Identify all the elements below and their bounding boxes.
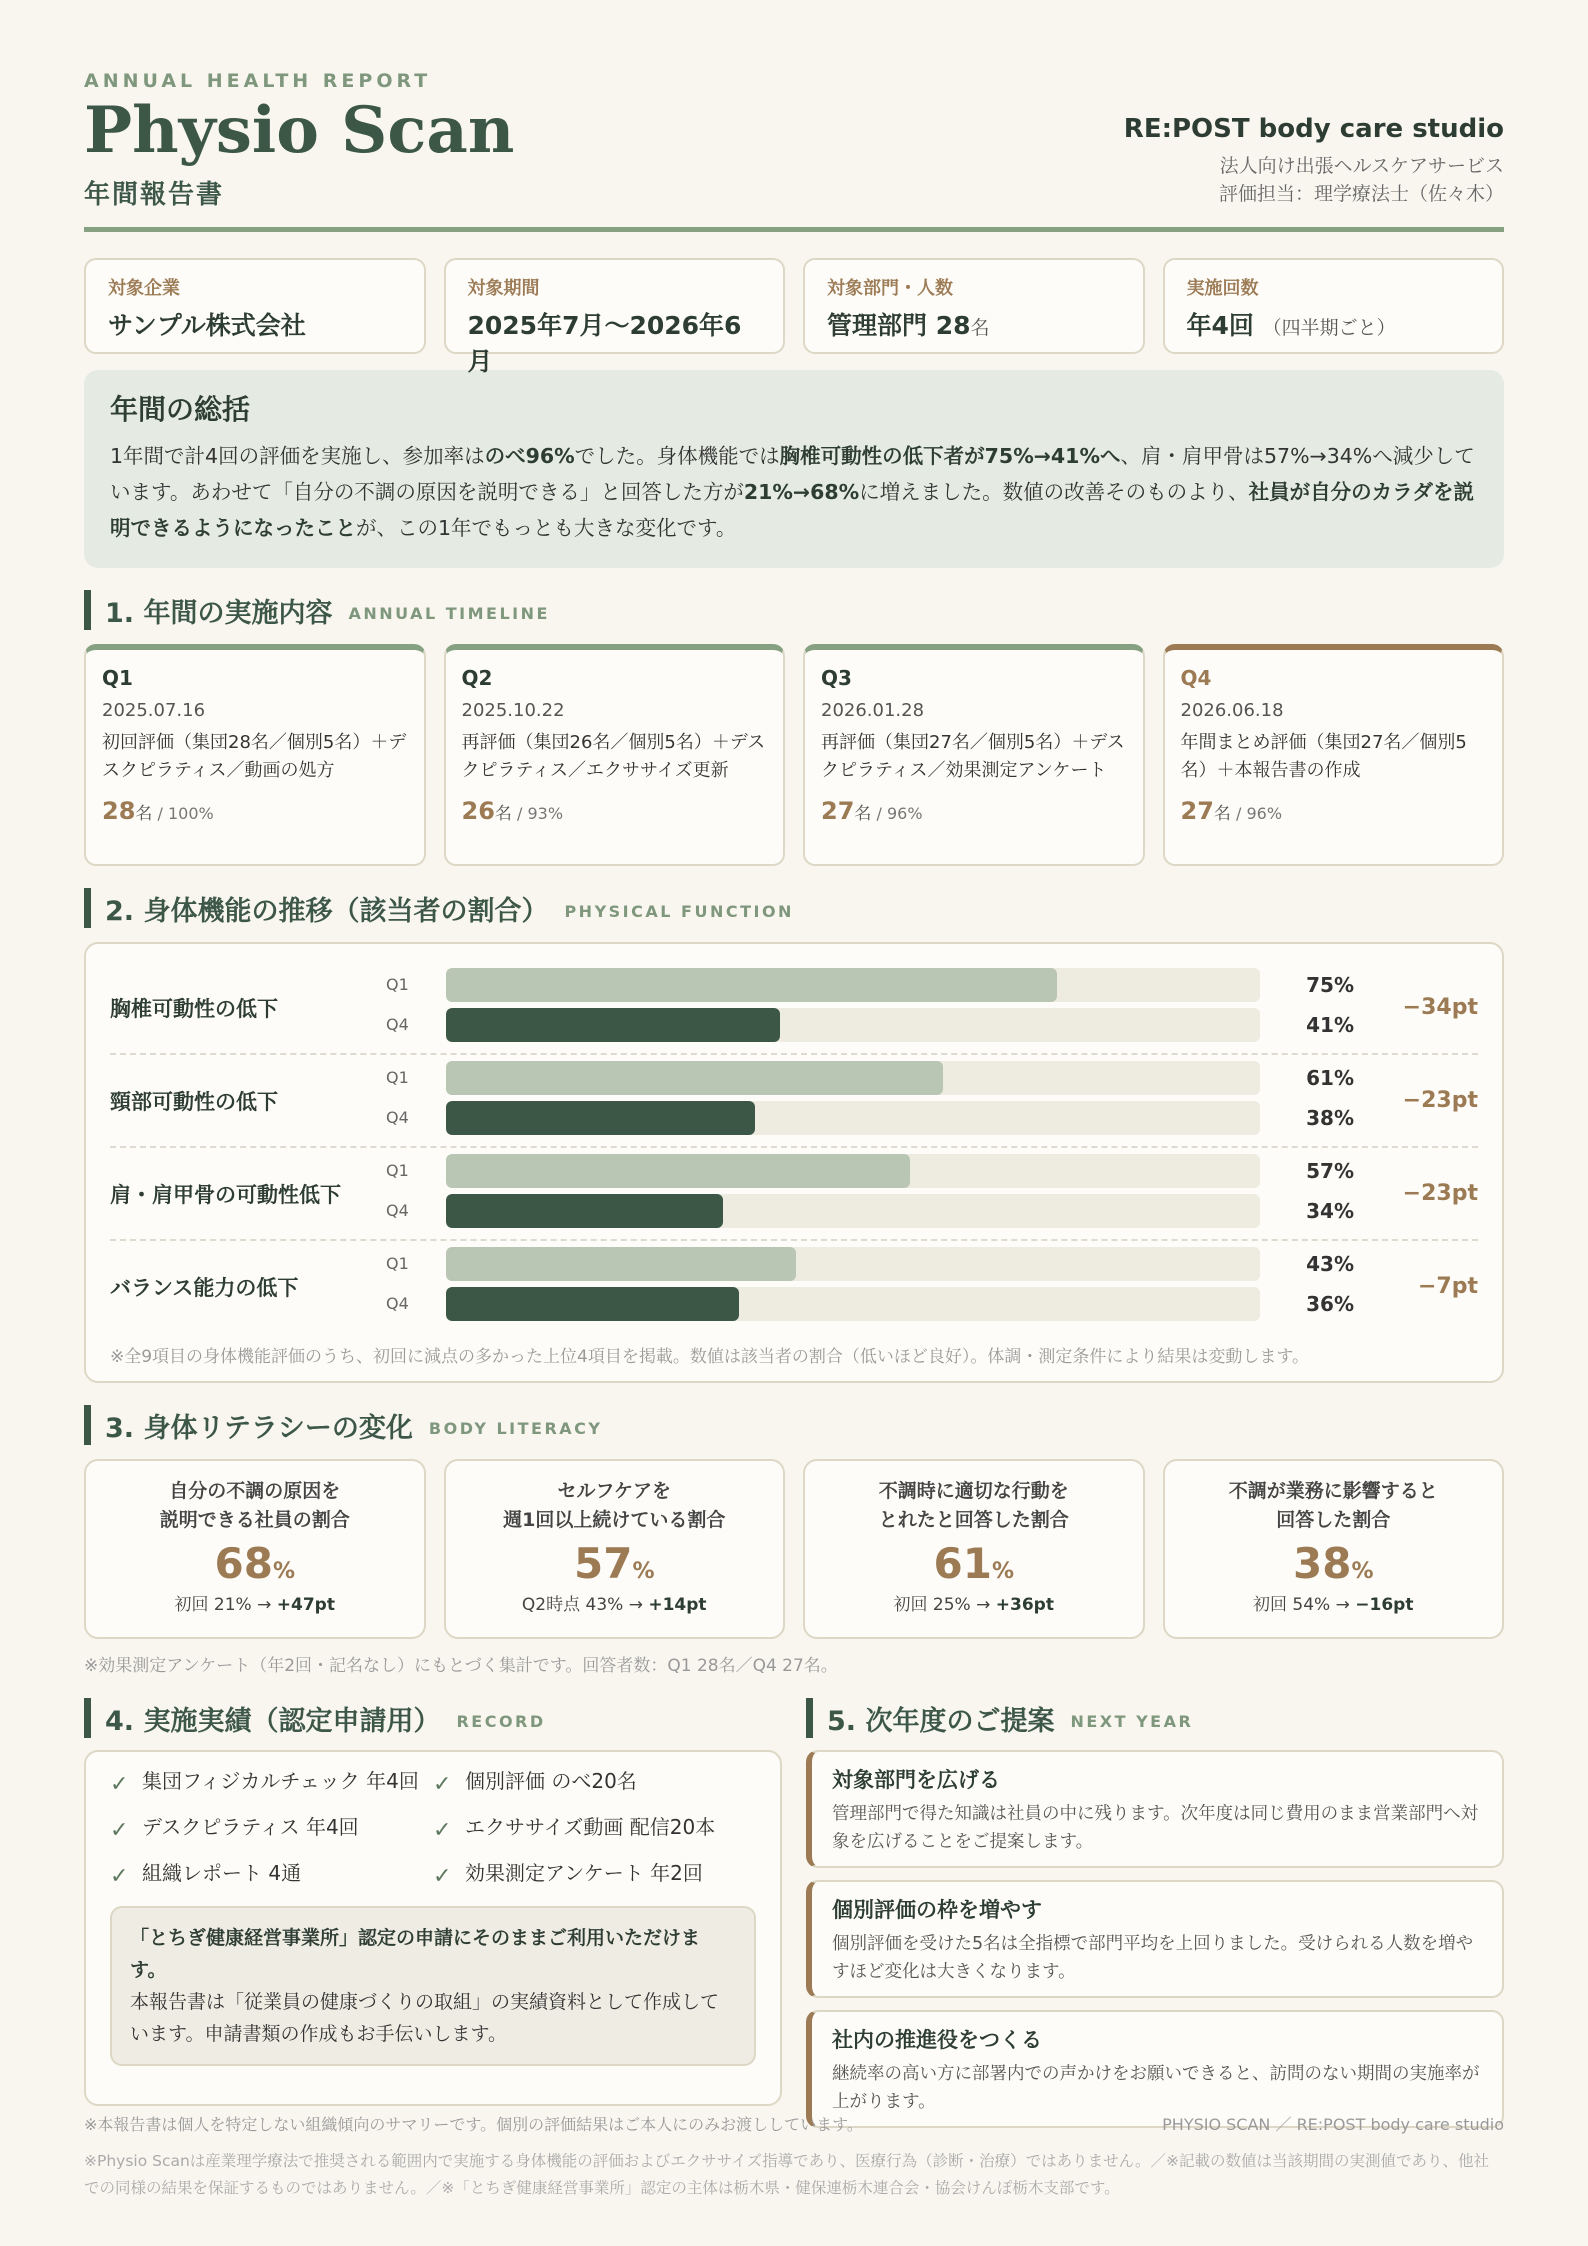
footer-brand: PHYSIO SCAN ／ RE:POST body care studio <box>1162 2115 1504 2134</box>
literacy-change: 初回 25% → +36pt <box>893 1595 1054 1615</box>
timeline-date: 2026.01.28 <box>821 700 925 721</box>
data-label: 34% <box>1306 1199 1354 1223</box>
literacy-change: 初回 21% → +47pt <box>174 1595 335 1615</box>
series-label: Q4 <box>386 1108 409 1127</box>
record-item: ✓ デスクピラティス 年4回 <box>110 1812 433 1846</box>
bar-track <box>446 1061 1260 1095</box>
info-value: 年4回 （四半期ごと） <box>1186 311 1396 340</box>
check-icon: ✓ <box>110 1772 129 1797</box>
check-icon: ✓ <box>110 1818 129 1843</box>
annual-timeline <box>84 644 1504 866</box>
section-heading-record: 4. 実施実績（認定申請用） RECORD <box>84 1698 782 1738</box>
series-label: Q1 <box>386 1254 409 1273</box>
record-item: ✓ 組織レポート 4通 <box>110 1858 433 1892</box>
literacy-title: 不調が業務に影響すると 回答した割合 <box>1228 1480 1438 1531</box>
timeline-participants: 27名 / 96% <box>1180 797 1283 825</box>
info-card-period <box>444 258 786 376</box>
proposal-column <box>806 1676 1504 2128</box>
proposal-title: 対象部門を広げる <box>832 1768 1000 1792</box>
section-heading-timeline: 1. 年間の実施内容 ANNUAL TIMELINE <box>84 590 1504 630</box>
series-line <box>110 1101 1478 1135</box>
bar <box>446 1008 780 1042</box>
bar <box>446 968 1057 1002</box>
info-cards <box>84 258 1504 376</box>
info-label: 対象部門・人数 <box>827 278 953 299</box>
series-label: Q4 <box>386 1201 409 1220</box>
header-eyebrow: ANNUAL HEALTH REPORT <box>84 70 432 92</box>
proposal-card <box>806 1750 1504 1868</box>
chart-note: ※全9項目の身体機能評価のうち、初回に減点の多かった上位4項目を掲載。数値は該当者の割合（低いほど良好）。体調・測定条件により結果は変動します。 <box>110 1347 1310 1367</box>
info-card-frequency <box>1163 258 1505 354</box>
footer-disclaimer: ※Physio Scanは産業理学療法で推奨される範囲内で実施する身体機能の評価およびエクササイズ指導であり、医療行為（診断・治療）ではありません。／※記載の数値は当該期間の実測値であり、他社での同様の結果を保証するものではありません。／※「とちぎ健康経営事業所」認定の主体は栃木県・健保連栃木連合会・協会けんぽ栃木支部です。 <box>84 2152 1489 2197</box>
record-item: ✓ 集団フィジカルチェック 年4回 <box>110 1766 433 1800</box>
series-label: Q4 <box>386 1015 409 1034</box>
bottom-columns <box>84 1676 1504 2122</box>
record-list <box>110 1766 756 1904</box>
category-label: 頸部可動性の低下 <box>110 1089 278 1114</box>
bar <box>446 1287 739 1321</box>
document-type: 年間報告書 <box>84 180 225 210</box>
series-label: Q1 <box>386 975 409 994</box>
report-page <box>84 70 1504 2122</box>
record-item: ✓ 個別評価 のべ20名 <box>433 1766 756 1800</box>
bar-track <box>446 1247 1260 1281</box>
timeline-card-q3 <box>803 644 1145 866</box>
data-label: 41% <box>1306 1013 1354 1037</box>
summary-title: 年間の総括 <box>110 393 251 426</box>
series-line <box>110 1061 1478 1095</box>
category-label: 肩・肩甲骨の可動性低下 <box>110 1182 341 1207</box>
bar-track <box>446 968 1260 1002</box>
record-box <box>84 1750 782 2106</box>
chart-row <box>110 962 1478 1055</box>
change-label: −34pt <box>1402 995 1478 1020</box>
literacy-note: ※効果測定アンケート（年2回・記名なし）にもとづく集計です。回答者数：Q1 28名／Q4 27名。 <box>84 1656 838 1676</box>
data-label: 57% <box>1306 1159 1354 1183</box>
record-item: ✓ 効果測定アンケート 年2回 <box>433 1858 756 1892</box>
timeline-card-q2 <box>444 644 786 866</box>
report-title: Physio Scan <box>84 93 515 168</box>
check-icon: ✓ <box>433 1864 452 1889</box>
timeline-description: 再評価（集団27名／個別5名）＋デスクピラティス／効果測定アンケート <box>821 732 1125 781</box>
info-value: 管理部門 28名 <box>827 311 990 340</box>
category-label: 胸椎可動性の低下 <box>110 996 278 1021</box>
timeline-card-q4 <box>1163 644 1505 866</box>
info-card-department <box>803 258 1145 354</box>
timeline-date: 2025.07.16 <box>102 700 206 721</box>
change-label: −23pt <box>1402 1181 1478 1206</box>
literacy-card <box>1163 1459 1505 1639</box>
chart-rows <box>110 962 1478 1334</box>
data-label: 61% <box>1306 1066 1354 1090</box>
literacy-value: 38% <box>1293 1539 1374 1588</box>
timeline-date: 2025.10.22 <box>461 700 565 721</box>
timeline-quarter: Q3 <box>821 666 852 690</box>
literacy-value: 68% <box>214 1539 295 1588</box>
series-line <box>110 968 1478 1002</box>
category-label: バランス能力の低下 <box>110 1275 299 1300</box>
proposal-title: 社内の推進役をつくる <box>832 2028 1042 2052</box>
series-line <box>110 1194 1478 1228</box>
literacy-card <box>84 1459 426 1639</box>
info-label: 実施回数 <box>1186 278 1259 299</box>
studio-evaluator: 評価担当：理学療法士（佐々木） <box>1218 183 1504 205</box>
literacy-card <box>444 1459 786 1639</box>
series-line <box>110 1008 1478 1042</box>
literacy-value: 61% <box>933 1539 1014 1588</box>
timeline-quarter: Q1 <box>102 666 133 690</box>
record-item: ✓ エクササイズ動画 配信20本 <box>433 1812 756 1846</box>
proposal-text: 管理部門で得た知識は社員の中に残ります。次年度は同じ費用のまま営業部門へ対象を広げることをご提案します。 <box>832 1804 1479 1852</box>
series-line <box>110 1287 1478 1321</box>
proposal-text: 個別評価を受けた5名は全指標で部門平均を上回りました。受けられる人数を増やすほど変化は大きくなります。 <box>832 1934 1474 1982</box>
record-column <box>84 1676 782 2106</box>
timeline-participants: 27名 / 96% <box>821 797 923 825</box>
timeline-date: 2026.06.18 <box>1180 700 1284 721</box>
literacy-title: 自分の不調の原因を 説明できる社員の割合 <box>159 1480 350 1531</box>
check-icon: ✓ <box>433 1772 452 1797</box>
literacy-title: 不調時に適切な行動を とれたと回答した割合 <box>878 1480 1069 1531</box>
literacy-title: セルフケアを 週1回以上続けている割合 <box>503 1480 726 1531</box>
certification-callout <box>110 1906 756 2066</box>
bar <box>446 1061 943 1095</box>
proposal-text: 継続率の高い方に部署内での声かけをお願いできると、訪問のない期間の実施率が上がります。 <box>832 2064 1480 2112</box>
bar-track <box>446 1194 1260 1228</box>
literacy-cards <box>84 1459 1504 1639</box>
info-label: 対象期間 <box>467 278 540 299</box>
bar <box>446 1154 910 1188</box>
bar-track <box>446 1008 1260 1042</box>
studio-name: RE:POST body care studio <box>1123 114 1504 144</box>
info-value: 2025年7月〜2026年6月 <box>467 311 742 376</box>
check-icon: ✓ <box>110 1864 129 1889</box>
proposal-card <box>806 2010 1504 2128</box>
timeline-description: 年間まとめ評価（集団27名／個別5名）＋本報告書の作成 <box>1180 732 1467 781</box>
data-label: 75% <box>1306 973 1354 997</box>
timeline-quarter: Q2 <box>461 666 493 690</box>
bar <box>446 1247 796 1281</box>
literacy-value: 57% <box>574 1539 655 1588</box>
summary-text: 1年間で計4回の評価を実施し、参加率はのべ96%でした。身体機能では胸椎可動性の低下者が75%→41%へ、肩・肩甲骨は57%→34%へ減少しています。あわせて「自分の不調の原因を説明できる」と回答した方が21%→68%に増えました。数値の改善そのものより、社員が自分のカラダを説明できるようになったことが、この1年でもっとも大きな変化です。 <box>110 444 1475 540</box>
section-heading-next-year: 5. 次年度のご提案 NEXT YEAR <box>806 1698 1504 1738</box>
series-line <box>110 1247 1478 1281</box>
callout-text: 本報告書は「従業員の健康づくりの取組」の実績資料として作成しています。申請書類の作成もお手伝いします。 <box>130 1991 720 2045</box>
callout-title: 「とちぎ健康経営事業所」認定の申請にそのままご利用いただけます。 <box>130 1927 701 1981</box>
chart-row <box>110 1241 1478 1334</box>
bar <box>446 1101 755 1135</box>
timeline-card-q1 <box>84 644 426 866</box>
check-icon: ✓ <box>433 1818 452 1843</box>
series-label: Q1 <box>386 1068 409 1087</box>
timeline-participants: 28名 / 100% <box>102 797 214 825</box>
literacy-change: Q2時点 43% → +14pt <box>521 1595 707 1615</box>
proposal-card <box>806 1880 1504 1998</box>
footer-privacy-note: ※本報告書は個人を特定しない組織傾向のサマリーです。個別の評価結果はご本人にのみお渡ししています。 <box>84 2115 863 2134</box>
bar-track <box>446 1287 1260 1321</box>
timeline-description: 初回評価（集団28名／個別5名）＋デスクピラティス／動画の処方 <box>102 732 407 781</box>
footer-note <box>84 2112 1504 2135</box>
change-label: −23pt <box>1402 1088 1478 1113</box>
series-line <box>110 1154 1478 1188</box>
info-card-company <box>84 258 426 354</box>
bar <box>446 1194 723 1228</box>
bar-track <box>446 1101 1260 1135</box>
change-label: −7pt <box>1417 1274 1478 1299</box>
literacy-change: 初回 54% → −16pt <box>1253 1595 1414 1615</box>
data-label: 38% <box>1306 1106 1354 1130</box>
info-value: サンプル株式会社 <box>108 311 306 340</box>
bar-track <box>446 1154 1260 1188</box>
literacy-card <box>803 1459 1145 1639</box>
timeline-description: 再評価（集団26名／個別5名）＋デスクピラティス／エクササイズ更新 <box>461 732 766 781</box>
timeline-quarter: Q4 <box>1180 666 1212 690</box>
proposal-title: 個別評価の枠を増やす <box>832 1898 1042 1922</box>
data-label: 43% <box>1306 1252 1354 1276</box>
info-label: 対象企業 <box>108 278 180 299</box>
annual-summary <box>84 370 1504 568</box>
studio-service: 法人向け出張ヘルスケアサービス <box>1219 155 1504 177</box>
section-heading-physical: 2. 身体機能の推移（該当者の割合） PHYSICAL FUNCTION <box>84 888 1504 928</box>
studio-info <box>1124 114 1504 208</box>
timeline-participants: 26名 / 93% <box>461 797 564 825</box>
physical-function-chart <box>84 942 1504 1383</box>
chart-row <box>110 1148 1478 1241</box>
series-label: Q4 <box>386 1294 409 1313</box>
chart-row <box>110 1055 1478 1148</box>
series-label: Q1 <box>386 1161 409 1180</box>
report-header <box>84 70 1504 232</box>
section-heading-literacy: 3. 身体リテラシーの変化 BODY LITERACY <box>84 1405 1504 1445</box>
data-label: 36% <box>1306 1292 1354 1316</box>
